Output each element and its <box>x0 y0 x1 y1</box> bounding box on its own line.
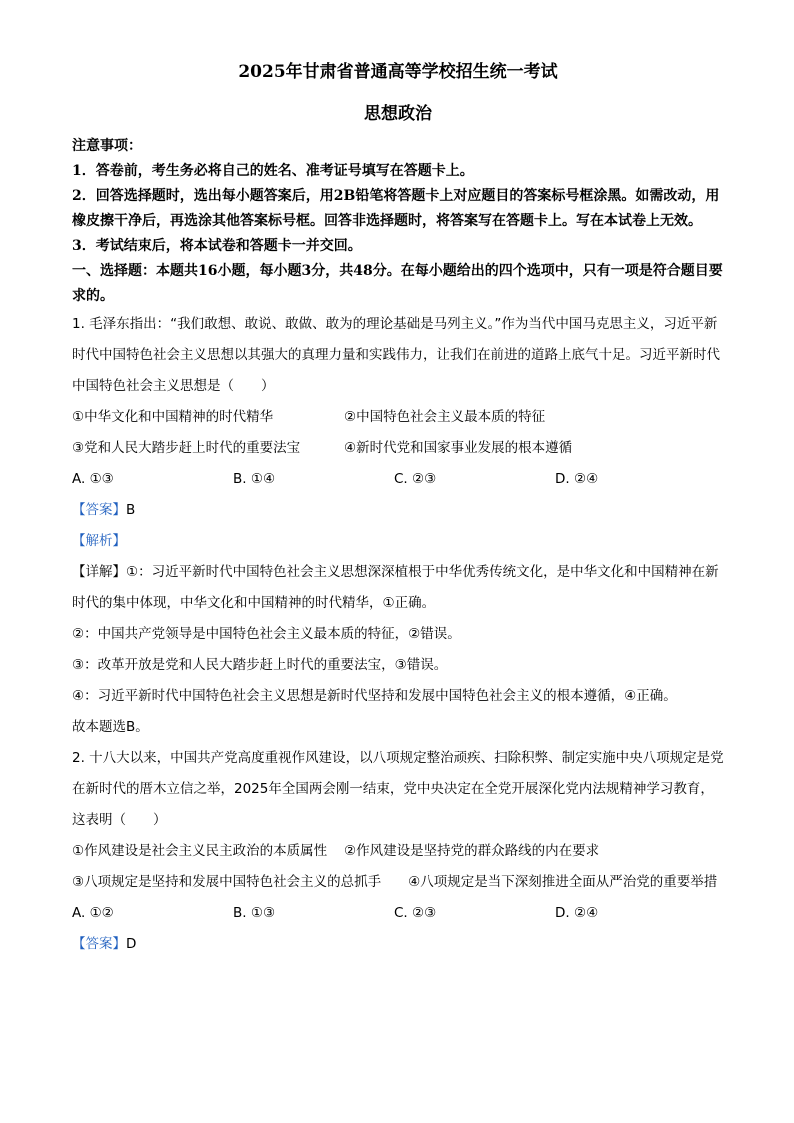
notice-item-1: 1．答卷前，考生务必将自己的姓名、准考证号填写在答题卡上。 <box>72 163 474 179</box>
option-row <box>72 402 724 433</box>
detail-text: ①：习近平新时代中国特色社会主义思想深深植根于中华优秀传统文化，是中华文化和中国精神在新时代的集中体现，中华文化和中国精神的时代精华，①正确。 <box>72 564 719 611</box>
option-row <box>72 433 724 464</box>
option-3: ③党和人民大踏步赶上时代的重要法宝 <box>72 440 301 456</box>
notice-section <box>72 134 724 309</box>
answer-value: B <box>126 502 136 518</box>
notice-item-3: 3．考试结束后，将本试卷和答题卡一并交回。 <box>72 238 362 254</box>
choice-a: A. ①③ <box>72 471 114 487</box>
notice-item-2: 2．回答选择题时，选出每小题答案后，用2B铅笔将答题卡上对应题目的答案标号框涂黑。如需改动，用橡皮擦干净后，再选涂其他答案标号框。回答非选择题时，将答案写在答题卡上。写在本试卷上无效。 <box>72 188 720 229</box>
notice-heading: 注意事项： <box>72 138 142 154</box>
analysis-tag: 【解析】 <box>72 533 126 549</box>
conclusion-line: 故本题选B。 <box>72 719 149 735</box>
choice-c: C. ②③ <box>394 905 437 921</box>
detail-line-3: ③：改革开放是党和人民大踏步赶上时代的重要法宝，③错误。 <box>72 657 448 673</box>
choice-d: D. ②④ <box>555 905 599 921</box>
analysis-line <box>72 526 724 557</box>
question-stem: 1. 毛泽东指出：“我们敢想、敢说、敢做、敢为的理论基础是马列主义。”作为当代中国马克思主义，习近平新时代中国特色社会主义思想以其强大的真理力量和实践伟力，让我们在前进的道路上底气十足。习近平新时代中国特色社会主义思想是（ ） <box>72 316 720 394</box>
choice-b: B. ①④ <box>233 471 276 487</box>
option-1: ①中华文化和中国精神的时代精华 <box>72 409 274 425</box>
choice-b: B. ①③ <box>233 905 276 921</box>
option-row-34: ③八项规定是坚持和发展中国特色社会主义的总抓手 ④八项规定是当下深刻推进全面从严治党的重要举措 <box>72 874 718 890</box>
choice-c: C. ②③ <box>394 471 437 487</box>
section-heading: 一、选择题：本题共16小题，每小题3分，共48分。在每小题给出的四个选项中，只有一项是符合题目要求的。 <box>72 263 723 304</box>
exam-subject: 思想政治 <box>364 104 432 124</box>
detail-line-2: ②：中国共产党领导是中国特色社会主义最本质的特征，②错误。 <box>72 626 461 642</box>
exam-title: 2025年甘肃省普通高等学校招生统一考试 <box>238 62 558 82</box>
option-2: ②作风建设是坚持党的群众路线的内在要求 <box>344 843 600 859</box>
option-row <box>72 836 724 867</box>
answer-value: D <box>126 936 137 952</box>
option-1: ①作风建设是社会主义民主政治的本质属性 <box>72 843 328 859</box>
answer-line <box>72 929 724 960</box>
choice-a: A. ①② <box>72 905 114 921</box>
detail-line-4: ④：习近平新时代中国特色社会主义思想是新时代坚持和发展中国特色社会主义的根本遵循，④正确。 <box>72 688 677 704</box>
option-4: ④新时代党和国家事业发展的根本遵循 <box>344 440 573 456</box>
option-2: ②中国特色社会主义最本质的特征 <box>344 409 546 425</box>
detail-tag: 【详解】 <box>72 564 126 580</box>
answer-line <box>72 495 724 526</box>
question-1 <box>72 309 724 743</box>
choice-d: D. ②④ <box>555 471 599 487</box>
exam-page <box>72 60 724 960</box>
question-2 <box>72 743 724 960</box>
choice-row <box>72 898 724 929</box>
answer-tag: 【答案】 <box>72 502 126 518</box>
answer-tag: 【答案】 <box>72 936 126 952</box>
choice-row <box>72 464 724 495</box>
question-stem: 2. 十八大以来，中国共产党高度重视作风建设，以八项规定整治顽疾、扫除积弊、制定实施中央八项规定是党在新时代的厝木立信之举，2025年全国两会刚一结束，党中央决定在全党开展深化党内法规精神学习教育，这表明（ ） <box>72 750 724 828</box>
detail-line-1 <box>72 557 724 619</box>
